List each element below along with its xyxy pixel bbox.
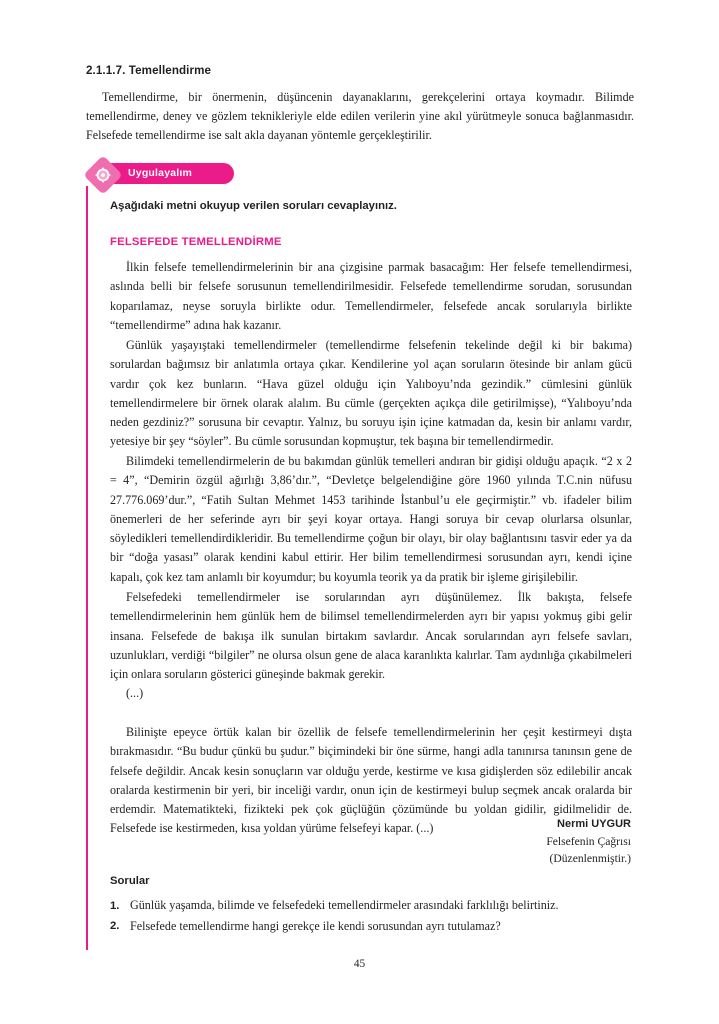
- paragraph-text: Günlük yaşayıştaki temellendirmeler (temellendirme felsefenin tekelinde değil ki bir bakıma) sorulardan bağımsız bir anlatımla ortaya çıkar. Kendilerine yol açan soruların ötesinde bir anlam gücü vardır çok kez bunların. “Hava güzel olduğu için Yalıboyu’nda gezindik.” cümlesini günlük temellendirmelere bir örnek olarak alalım. Bu cümle (gerçekten açıkça dile getirilmişse), “Yalıboyu’nda neden gezdiniz?” sorusuna bir cevaptır. Yalnız, bu soruyu işin içine katmadan da, kesin bir anlamı vardır, yetesiye bir şey “söyler”. Bu cümle sorusundan kopmuştur, tek başına bir temellendirmedir.: [110, 338, 632, 449]
- paragraph-5: [110, 684, 632, 703]
- activity-text-title: FELSEFEDE TEMELLENDİRME: [110, 236, 282, 248]
- paragraph-2: [110, 336, 632, 452]
- page-title: 2.1.1.7. Temellendirme: [86, 64, 212, 77]
- attribution: [331, 816, 631, 867]
- list-item: [110, 916, 630, 937]
- attribution-author: Nermi UYGUR: [557, 818, 631, 830]
- activity-banner-label: Uygulayalım: [128, 167, 193, 179]
- attribution-source: Felsefenin Çağrısı: [546, 835, 631, 848]
- attribution-note: (Düzenlenmiştir.): [549, 852, 631, 865]
- paragraph-text: Bilinişte epeyce örtük kalan bir özellik de felsefe temellendirmelerinin her çeşit kestirmeyi dışta bırakmasıdır. “Bu budur çünkü bu şudur.” biçimindeki bir öne sürme, hangi adla tanınırsa tanınsın gene de felsefe değildir. Ancak kesin sonuçların var olduğu yerde, kestirme ve kısa gidişlerden söz edilebilir ancak oralarda kestirmenin bir yeri, bir inceliği vardır, onun için de kestirmeyi bulup seçmek ancak oralarda bir erdemdir. Matematikteki, fizikteki pek çok güçlüğün çözümünde bu yoldan gidilir, gidilmelidir de. Felsefede ise kestirmeden, kısa yoldan yürüme felsefeyi kapar. (...): [110, 725, 632, 836]
- page-number: 45: [353, 958, 366, 970]
- questions-list: [110, 895, 630, 936]
- activity-instruction: Aşağıdaki metni okuyup verilen soruları cevaplayınız.: [110, 200, 397, 212]
- question-text: Felsefede temellendirme hangi gerekçe ile kendi sorusundan ayrı tutulamaz?: [130, 918, 501, 933]
- paragraph-text: Bilimdeki temellendirmelerin de bu bakımdan günlük temelleri andıran bir gidişi olduğu apaçık. “2 x 2 = 4”, “Demirin özgül ağırlığı 3,86’dır.”, “Devletçe belgelendiğine göre 1960 yılında T.C.nin nüfusu 27.776.069’dur.”, “Fatih Sultan Mehmet 1453 tarihinde İstanbul’u ele geçirmiştir.” vb. ifadeler bilim önemerleri de her seferinde ayrı bir şeyi koyar ortaya. Hangi soruya bir cevap olurlarsa olsunlar, söyledikleri temellendirdikleridir. Bu temellendirme çoğun bir olayı, bir olay bağlantısını tasvir eder ya da bir “doğa yasası” olarak kendini kabul ettirir. Her bilim temellendirmesi sorusundan ayrı, kendi içine kapalı, çok kez tam anlamlı bir koyumdur; bu koyumla teorik ya da pratik bir işleme girişilebilir.: [110, 454, 632, 584]
- question-number: 1.: [110, 899, 120, 912]
- question-number: 2.: [110, 920, 120, 932]
- intro-paragraph: Temellendirme, bir önermenin, düşüncenin dayanaklarını, gerekçelerini ortaya koymadır. Bilimde temellendirme, deney ve gözlem teknikleriyle elde edilen verilerin yine akıl yürütmeyle sonuca bağlanmasıdır. Felsefede temellendirme ise salt akla dayanan yöntemle gerçekleştirilir.: [86, 90, 634, 143]
- activity-banner: [86, 160, 234, 186]
- paragraph-1: [110, 258, 632, 335]
- paragraph-text: İlkin felsefe temellendirmelerinin bir ana çizgisine parmak basacağım: Her felsefe temellendirmesi, aslında belli bir felsefe sorusunun temellendirilmesidir. Felsefede temellendirme sorudan, sorusundan koparılamaz, neyse soruyla birlikte odur. Temellendirmeler, felsefede ancak sorularıyla birlikte “temellendirme” adına hak kazanır.: [110, 260, 632, 332]
- paragraph-3: [110, 452, 632, 587]
- paragraph-text: Felsefedeki temellendirmeler ise sorularından ayrı düşünülemez. İlk bakışta, felsefe temellendirmelerinin hem günlük hem de bilimsel temellendirmelerden ayrı bir yapısı yokmuş gibi gelir insana. Felsefede de bakışa ilk sunulan birtakım savlardır. Ancak sorularından ayrı felsefe savları, uzunlukları, verdiği “bilgiler” ne olursa olsun gene de alaca karanlıkta kalırlar. Tam aydınlığa çıkabilmeleri için onlara soruların gösterici güneşinde bakmak gerekir.: [110, 590, 632, 682]
- questions-heading: Sorular: [110, 875, 150, 887]
- list-item: [110, 895, 630, 916]
- paragraph-text: (...): [126, 686, 144, 700]
- paragraph-4: [110, 588, 632, 684]
- question-text: Günlük yaşamda, bilimde ve felsefedeki temellendirmeler arasındaki farklılığı belirtiniz.: [130, 898, 559, 912]
